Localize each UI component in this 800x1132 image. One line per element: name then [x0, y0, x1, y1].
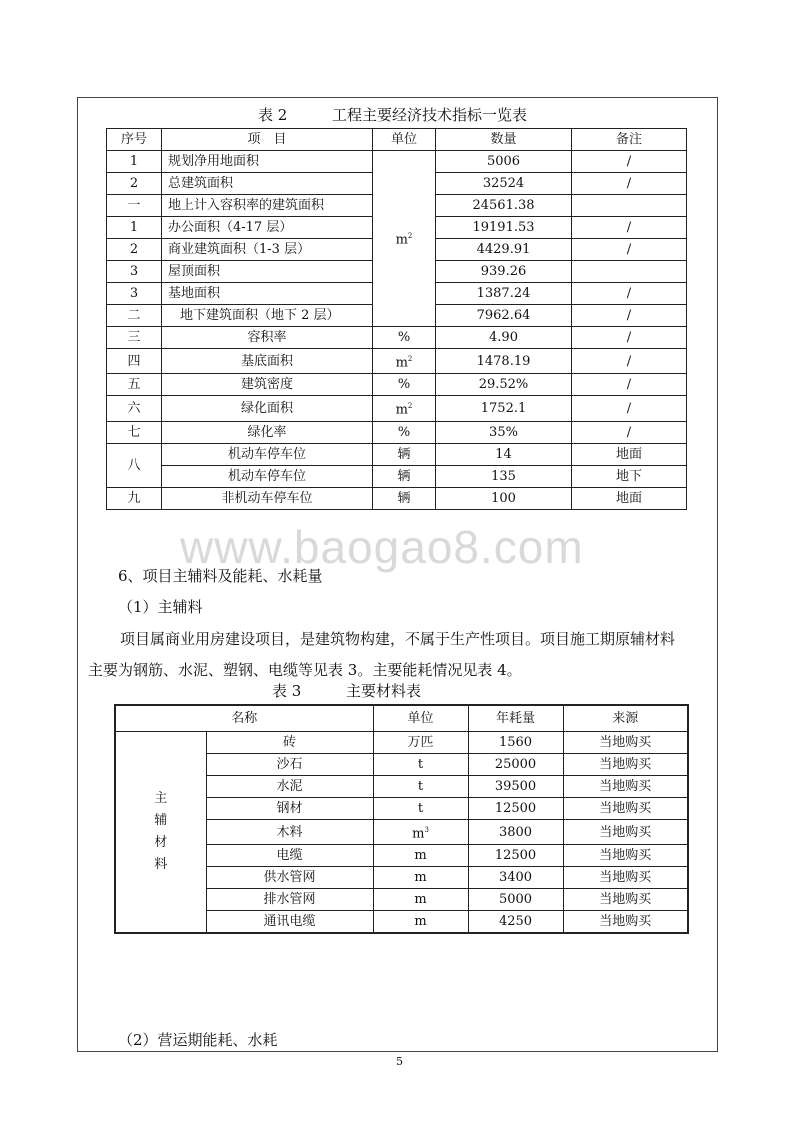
table-cell: 当地购买 — [563, 889, 688, 911]
unit-text: m — [395, 402, 408, 418]
table-cell: 万匹 — [373, 732, 468, 754]
table-cell: 24561.38 — [436, 195, 572, 217]
table-cell: 一 — [107, 195, 162, 217]
table-row — [107, 465, 687, 487]
table-cell: 辆 — [373, 487, 436, 509]
unit-superscript: 3 — [424, 826, 429, 834]
table-cell: 1387.24 — [436, 283, 572, 305]
table-cell: % — [373, 374, 436, 396]
table-cell: 建筑密度 — [162, 374, 373, 396]
unit-superscript: 2 — [407, 355, 413, 363]
table-cell: 数量 — [436, 129, 572, 151]
table-cell: t — [373, 776, 468, 798]
table-cell: 机动车停车位 — [162, 443, 373, 465]
table-cell: 供水管网 — [206, 867, 373, 889]
unit-text: m — [395, 232, 408, 248]
table-cell: 排水管网 — [206, 889, 373, 911]
table3-caption-number: 表 3 — [272, 682, 302, 700]
table-cell: 4429.91 — [436, 239, 572, 261]
table-cell: 地下 — [572, 465, 687, 487]
table-cell: 辆 — [373, 465, 436, 487]
table-cell: 3 — [107, 261, 162, 283]
table-cell: 1752.1 — [436, 396, 572, 421]
table-cell: 商业建筑面积（1-3 层） — [162, 239, 373, 261]
table-cell: 机动车停车位 — [162, 465, 373, 487]
table-cell — [572, 195, 687, 217]
table-cell: 3400 — [468, 867, 563, 889]
table-cell — [115, 732, 206, 934]
table-cell: 钢材 — [206, 798, 373, 820]
table-cell: 当地购买 — [563, 845, 688, 867]
table2-caption-title: 工程主要经济技术指标一览表 — [332, 106, 528, 124]
table-cell: m — [373, 911, 468, 934]
table-cell: 三 — [107, 327, 162, 349]
table-cell: t — [373, 798, 468, 820]
table-cell: / — [572, 217, 687, 239]
table-row — [107, 374, 687, 396]
table-cell: 地上计入容积率的建筑面积 — [162, 195, 373, 217]
table-cell: 当地购买 — [563, 754, 688, 776]
table-cell: 基地面积 — [162, 283, 373, 305]
table-cell: 容积率 — [162, 327, 373, 349]
table-cell: 5000 — [468, 889, 563, 911]
table-cell: 四 — [107, 349, 162, 374]
table-cell: 39500 — [468, 776, 563, 798]
table-cell: 备注 — [572, 129, 687, 151]
table-cell: % — [373, 421, 436, 443]
table-cell: 29.52% — [436, 374, 572, 396]
table-row — [107, 421, 687, 443]
table-cell: 100 — [436, 487, 572, 509]
table-cell: 1 — [107, 217, 162, 239]
table3-caption-title: 主要材料表 — [346, 682, 422, 700]
table-row — [107, 327, 687, 349]
economic-indicators-table — [106, 128, 687, 510]
table-row — [107, 396, 687, 421]
table-cell: 水泥 — [206, 776, 373, 798]
paragraph-line: 项目属商业用房建设项目，是建筑物构建，不属于生产性项目。项目施工期原辅材料 — [120, 630, 676, 648]
table-cell: 木料 — [206, 820, 373, 845]
header-row — [107, 129, 687, 151]
table-cell: 1478.19 — [436, 349, 572, 374]
table-cell: 19191.53 — [436, 217, 572, 239]
table-cell: 35% — [436, 421, 572, 443]
table-cell: 4.90 — [436, 327, 572, 349]
table-cell: 单位 — [373, 705, 468, 732]
paragraph-line: 主要为钢筋、水泥、塑钢、电缆等见表 3。主要能耗情况见表 4。 — [88, 661, 522, 679]
table-cell: / — [572, 349, 687, 374]
header-row — [115, 705, 688, 732]
table-cell: / — [572, 396, 687, 421]
table-cell: 五 — [107, 374, 162, 396]
table-row — [107, 487, 687, 509]
table-cell: / — [572, 239, 687, 261]
table-cell: / — [572, 173, 687, 195]
table-cell: 序号 — [107, 129, 162, 151]
table-cell: 砖 — [206, 732, 373, 754]
table-cell: 当地购买 — [563, 732, 688, 754]
table-row — [107, 443, 687, 465]
table-cell: / — [572, 327, 687, 349]
unit-text: m — [412, 826, 425, 842]
table-cell: 5006 — [436, 151, 572, 173]
table-cell: 非机动车停车位 — [162, 487, 373, 509]
section-heading: 6、项目主辅料及能耗、水耗量 — [118, 567, 323, 585]
table-cell: 绿化面积 — [162, 396, 373, 421]
table-cell: / — [572, 151, 687, 173]
table-cell: 当地购买 — [563, 820, 688, 845]
table-cell: 地下建筑面积（地下 2 层） — [162, 305, 373, 327]
table-cell: / — [572, 421, 687, 443]
table-cell: / — [572, 305, 687, 327]
table-cell: 七 — [107, 421, 162, 443]
table-cell: 25000 — [468, 754, 563, 776]
table-cell: 当地购买 — [563, 867, 688, 889]
subsection-heading: （2）营运期能耗、水耗 — [118, 1031, 278, 1049]
table-cell: 绿化率 — [162, 421, 373, 443]
table-row — [115, 732, 688, 754]
table-cell: 电缆 — [206, 845, 373, 867]
group-label: 主辅材料 — [154, 791, 168, 873]
table-cell: / — [572, 283, 687, 305]
table-cell: 4250 — [468, 911, 563, 934]
unit-superscript: 2 — [407, 232, 413, 241]
table-cell — [373, 396, 436, 421]
table-cell: 年耗量 — [468, 705, 563, 732]
table-cell: 当地购买 — [563, 798, 688, 820]
page-number: 5 — [396, 1055, 403, 1068]
table-cell: 当地购买 — [563, 911, 688, 934]
watermark: www.baogao8.com — [180, 521, 584, 573]
table-cell: % — [373, 327, 436, 349]
table-cell: t — [373, 754, 468, 776]
table-cell: 3 — [107, 283, 162, 305]
table-cell — [572, 261, 687, 283]
table-cell — [373, 349, 436, 374]
table-cell: 办公面积（4-17 层） — [162, 217, 373, 239]
table-cell: 当地购买 — [563, 776, 688, 798]
table-row — [107, 151, 687, 173]
materials-table — [114, 704, 689, 934]
table-cell: 来源 — [563, 705, 688, 732]
subsection-heading: （1）主辅料 — [118, 598, 203, 616]
table-cell: / — [572, 374, 687, 396]
table-cell: 单位 — [373, 129, 436, 151]
table-cell: 二 — [107, 305, 162, 327]
table-cell: 7962.64 — [436, 305, 572, 327]
table-cell: 总建筑面积 — [162, 173, 373, 195]
table-cell: 规划净用地面积 — [162, 151, 373, 173]
table-cell: m — [373, 845, 468, 867]
table-cell: 九 — [107, 487, 162, 509]
table-cell: 3800 — [468, 820, 563, 845]
unit-text: m — [395, 355, 408, 371]
table-cell: m — [373, 889, 468, 911]
table-cell: 14 — [436, 443, 572, 465]
table-cell: 六 — [107, 396, 162, 421]
table2-caption-number: 表 2 — [258, 106, 288, 124]
unit-superscript: 2 — [407, 402, 413, 411]
table-cell: 2 — [107, 239, 162, 261]
table-cell: 辆 — [373, 443, 436, 465]
table-cell: 沙石 — [206, 754, 373, 776]
table-cell: 项 目 — [162, 129, 373, 151]
table-cell — [373, 820, 468, 845]
table-cell: 地面 — [572, 487, 687, 509]
table-cell — [373, 151, 436, 327]
table-cell: 名称 — [115, 705, 373, 732]
table-cell: 939.26 — [436, 261, 572, 283]
table-cell: 基底面积 — [162, 349, 373, 374]
table-cell: 135 — [436, 465, 572, 487]
table-cell: m — [373, 867, 468, 889]
table-cell: 1 — [107, 151, 162, 173]
table-cell: 32524 — [436, 173, 572, 195]
table-cell: 通讯电缆 — [206, 911, 373, 934]
table-cell: 地面 — [572, 443, 687, 465]
table-row — [107, 349, 687, 374]
table-cell: 12500 — [468, 845, 563, 867]
table-cell: 屋顶面积 — [162, 261, 373, 283]
table-cell: 12500 — [468, 798, 563, 820]
table-cell: 2 — [107, 173, 162, 195]
table-cell: 1560 — [468, 732, 563, 754]
table-cell: 八 — [107, 443, 162, 487]
